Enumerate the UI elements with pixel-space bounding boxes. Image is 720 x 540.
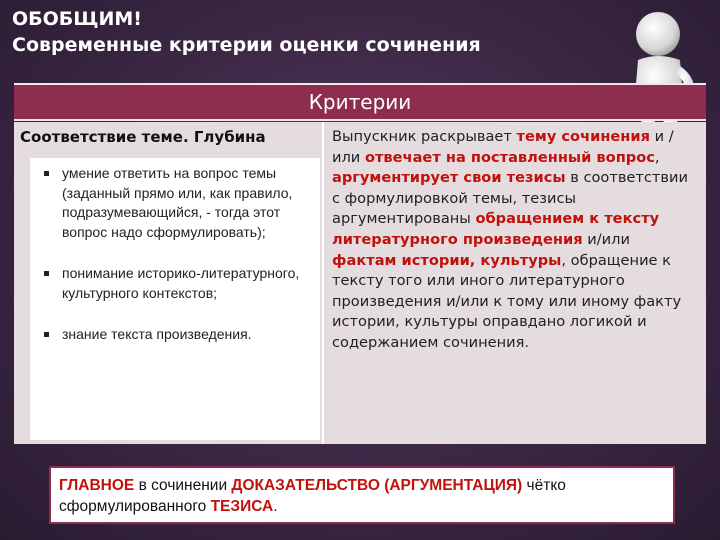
key-text: в сочинении bbox=[134, 477, 232, 494]
desc-text: в соответствии с формулировкой темы, тезисы аргументированы bbox=[332, 169, 688, 228]
criteria-header: Критерии bbox=[14, 83, 706, 121]
desc-text: , обращение к тексту того или иного литературного произведения и/или к тому или иному факту истории, культуры оправдано логикой и содержанием сочинения. bbox=[332, 251, 682, 351]
bullet-item: понимание историко-литературного, культурного контекстов; bbox=[40, 264, 312, 303]
key-point-box bbox=[49, 466, 675, 524]
bullet-item: знание текста произведения. bbox=[40, 325, 312, 345]
key-text: . bbox=[273, 498, 278, 515]
desc-text: и /или bbox=[332, 128, 674, 166]
desc-text: , bbox=[654, 148, 660, 166]
desc-text: Выпускник раскрывает bbox=[332, 128, 517, 145]
desc-highlight: тему сочинения bbox=[516, 128, 650, 145]
criterion-heading: Соответствие теме. Глубина bbox=[20, 128, 266, 146]
desc-highlight: отвечает на поставленный вопрос bbox=[364, 148, 655, 166]
key-highlight: ДОКАЗАТЕЛЬСТВО (АРГУМЕНТАЦИЯ) bbox=[231, 477, 523, 494]
bullet-item: умение ответить на вопрос темы (заданный прямо или, как правило, подразумевающийся, - тогда этот вопрос надо сформулировать); bbox=[40, 164, 312, 242]
desc-highlight: фактам истории, культуры bbox=[332, 251, 562, 269]
title-line-2: Современные критерии оценки сочинения bbox=[12, 34, 481, 56]
criteria-table bbox=[14, 122, 706, 444]
desc-highlight: аргументирует свои тезисы bbox=[332, 169, 566, 187]
desc-highlight: обращением к тексту литературного произведения bbox=[332, 210, 660, 248]
criterion-description bbox=[324, 122, 706, 444]
key-text: чётко сформулированного bbox=[59, 477, 566, 515]
title-line-1: ОБОБЩИМ! bbox=[12, 8, 142, 30]
criterion-details-popup bbox=[30, 158, 320, 440]
key-highlight: ТЕЗИСА bbox=[210, 498, 274, 515]
desc-text: и/или bbox=[582, 230, 630, 248]
slide-title bbox=[12, 6, 602, 58]
criterion-bullet-list bbox=[40, 164, 312, 345]
criterion-cell bbox=[14, 122, 324, 444]
key-highlight: ГЛАВНОЕ bbox=[59, 477, 135, 494]
